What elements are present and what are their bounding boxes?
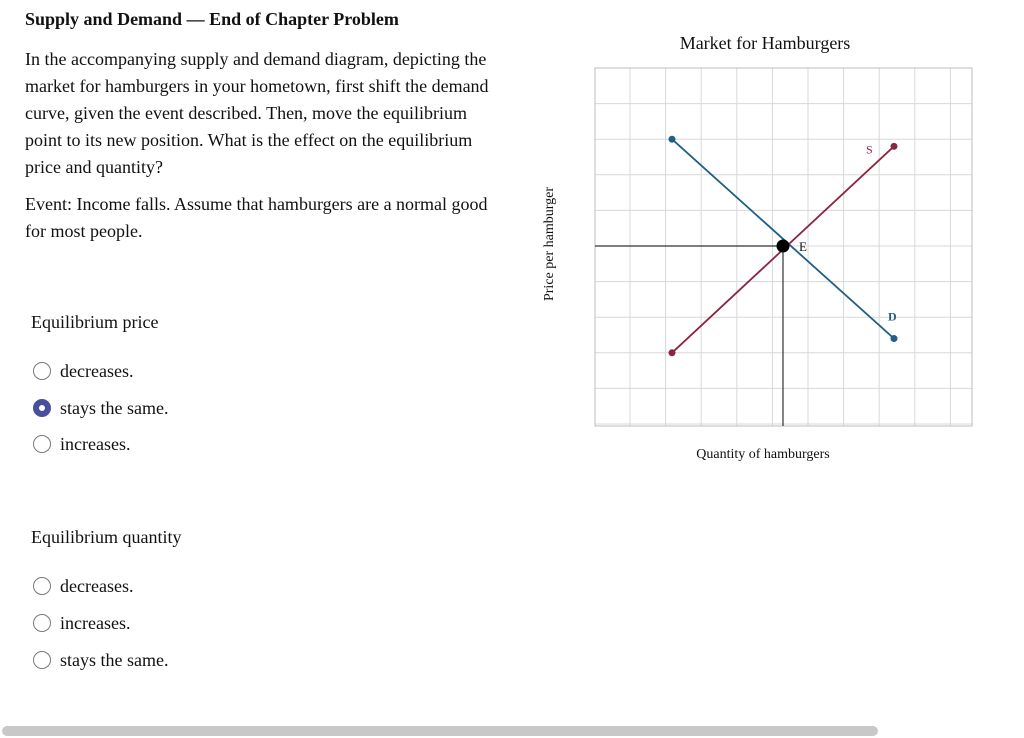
equilibrium-label: E [799,239,807,254]
equilibrium-point [777,240,790,253]
problem-title: Supply and Demand — End of Chapter Problem [25,9,399,29]
demand-endpoint-handle [891,335,898,342]
option-label: increases. [60,433,131,454]
question-label-price: Equilibrium price [31,312,159,332]
x-axis-label: Quantity of hamburgers [696,447,830,462]
problem-event: Event: Income falls. Assume that hamburgers are a normal good for most people. [25,194,488,241]
demand-label: D [888,309,897,324]
question-label-quantity: Equilibrium quantity [31,527,182,547]
horizontal-scrollbar[interactable] [0,724,1024,738]
scrollbar-thumb[interactable] [2,726,878,736]
y-axis-label: Price per hamburger [542,186,557,302]
option-label: decreases. [60,360,134,381]
option-label: stays the same. [60,397,169,418]
option-label: stays the same. [60,649,169,670]
option-label: increases. [60,612,131,633]
graph-title: Market for Hamburgers [679,33,851,53]
supply-endpoint-handle [669,349,676,356]
problem-instructions: In the accompanying supply and demand diagram, depicting the market for hamburgers in your hometown, first shift the demand curve, given the event described. Then, move the equilibrium point to its new position. What is the effect on the equilibrium price and quantity? [25,49,489,177]
option-label: decreases. [60,575,134,596]
supply-endpoint-handle [891,143,898,150]
demand-endpoint-handle [669,136,676,143]
supply-label: S [866,142,873,157]
